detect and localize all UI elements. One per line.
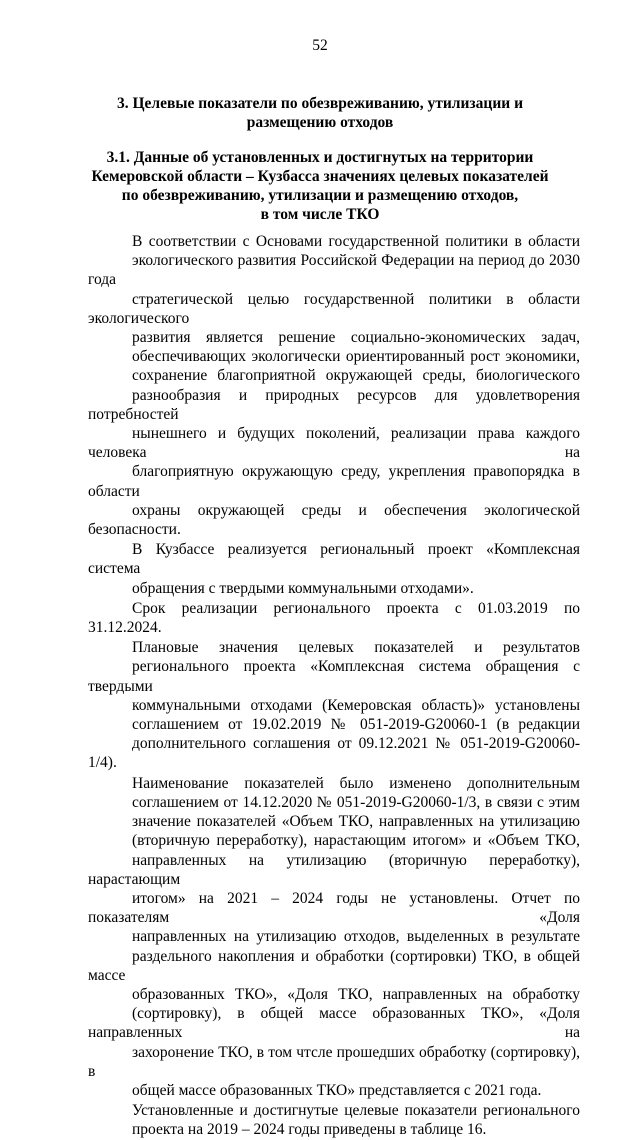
paragraph [88, 774, 580, 1100]
paragraph-line: (сортировку), в общей массе образованных ТКО», «Доля направленных на [88, 1005, 580, 1042]
subsection-heading-line: 3.1. Данные об установленных и достигнутых на территории [106, 149, 534, 166]
paragraph [88, 599, 580, 637]
paragraph-line: соглашением от 19.02.2019 № 051-2019-G20060-1 (в редакции [132, 716, 580, 734]
paragraph-line: итогом» на 2021 – 2024 годы не установлены. Отчет по показателям «Доля [88, 889, 580, 927]
paragraph-line: (вторичную переработку), нарастающим итогом» и «Объем ТКО, [132, 832, 580, 850]
paragraph-line: стратегической целью государственной политики в области экологического [88, 290, 580, 327]
body-text [88, 232, 580, 1140]
paragraph-line: обращения с твердыми коммунальными отходами». [132, 579, 474, 597]
paragraph-line: захоронение ТКО, в том чтсле прошедших обработку (сортировку), в [88, 1043, 580, 1080]
paragraph-line: В Кузбассе реализуется региональный проект «Комплексная система [88, 541, 580, 578]
subsection-heading-line: Кемеровской области – Кузбасса значениях целевых показателей [91, 168, 549, 185]
paragraph [88, 1101, 580, 1139]
paragraph-line: В соответствии с Основами государственной политики в области [132, 233, 580, 250]
paragraph-line: Наименование показателей было изменено дополнительным [132, 774, 580, 792]
paragraph [88, 232, 580, 539]
paragraph [88, 540, 580, 598]
paragraph-line: дополнительного соглашения от 09.12.2021 № 051-2019-G20060-1/4). [88, 735, 580, 772]
section-heading [80, 94, 560, 132]
paragraph-line: экологического развития Российской Федерации на период до 2030 года [88, 252, 580, 289]
paragraph-line: обеспечивающих экологически ориентированный рост экономики, [132, 348, 580, 366]
subsection-heading [80, 148, 560, 224]
paragraph-line: раздельного накопления и обработки (сортировки) ТКО, в общей массе [88, 947, 580, 984]
paragraph-line: сохранение благоприятной окружающей среды, биологического [132, 367, 580, 385]
page-number: 52 [312, 37, 328, 54]
paragraph-line: благоприятную окружающую среду, укрепления правопорядка в области [88, 463, 580, 500]
subsection-heading-line: по обезвреживанию, утилизации и размещению отходов, [121, 187, 519, 204]
paragraph-line: направленных на утилизацию (вторичную переработку), нарастающим [88, 851, 580, 888]
paragraph-line: регионального проекта «Комплексная система обращения с твердыми [88, 658, 580, 695]
paragraph-line: Установленные и достигнутые целевые показатели регионального [132, 1102, 580, 1120]
paragraph-line: разнообразия и природных ресурсов для удовлетворения потребностей [88, 386, 580, 423]
paragraph-line: значение показателей «Объем ТКО, направленных на утилизацию [132, 813, 580, 831]
paragraph-line: нынешнего и будущих поколений, реализации права каждого человека на [88, 425, 580, 462]
paragraph-line: Срок реализации регионального проекта с 01.03.2019 по 31.12.2024. [88, 599, 580, 637]
section-heading-line: размещению отходов [246, 114, 394, 131]
paragraph-line: Плановые значения целевых показателей и результатов [132, 639, 580, 657]
section-heading-line: 3. Целевые показатели по обезвреживанию, утилизации и [116, 95, 523, 112]
paragraph-line: коммунальными отходами (Кемеровская область)» установлены [132, 696, 580, 714]
paragraph-line: направленных на утилизацию отходов, выделенных в результате [132, 928, 580, 946]
paragraph [88, 638, 580, 772]
subsection-heading-line: в том числе ТКО [260, 206, 380, 223]
paragraph-line: развития является решение социально-экономических задач, [132, 329, 580, 347]
paragraph-line: общей массе образованных ТКО» представляется с 2021 года. [132, 1081, 542, 1099]
paragraph-line: образованных ТКО», «Доля ТКО, направленных на обработку [132, 985, 580, 1003]
paragraph-line: проекта на 2019 – 2024 годы приведены в таблице 16. [132, 1121, 487, 1139]
paragraph-line: соглашением от 14.12.2020 № 051-2019-G20060-1/3, в связи с этим [132, 793, 580, 811]
paragraph-line: охраны окружающей среды и обеспечения экологической безопасности. [88, 501, 580, 539]
